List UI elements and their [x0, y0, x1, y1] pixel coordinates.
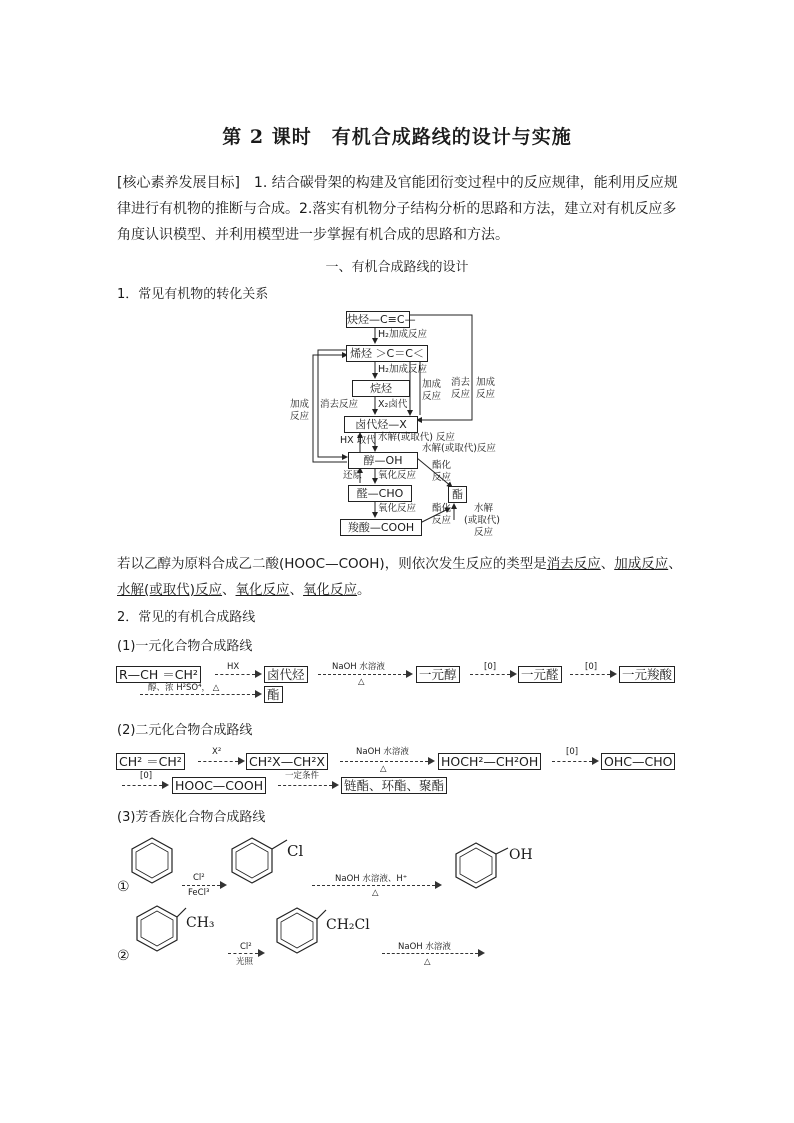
label-addition-2b: 反应: [476, 389, 496, 400]
cond-naoh-h: NaOH 水溶液、H⁺: [335, 874, 408, 884]
r1-cond-naoh: NaOH 水溶液: [332, 662, 385, 672]
sub-ch2cl: CH₂Cl: [326, 917, 370, 933]
label-addition-1b: 反应: [422, 391, 442, 402]
para-end: 。: [357, 582, 371, 598]
cond-cl2-2: Cl²: [240, 942, 252, 952]
label-h2-addition-2: H₂加成反应: [378, 364, 427, 375]
r1-arrow-5: [140, 694, 255, 695]
r2-cond-o-1: [0]: [566, 747, 579, 757]
benzene-ring-4: [137, 906, 177, 951]
page-title: 第 2 课时 有机合成路线的设计与实施: [222, 126, 572, 148]
ar-arrow-3: [228, 953, 258, 954]
r2-diacid: HOOC—COOH: [172, 777, 266, 794]
di-route: [0, 745, 794, 795]
ar-arrowhead-3: [258, 949, 265, 957]
label-esterification-1a: 酯化: [432, 460, 452, 471]
sub-oh: OH: [509, 847, 533, 863]
cond-naoh-2: NaOH 水溶液: [398, 942, 451, 952]
label-oxidation-1: 氧化反应: [378, 470, 417, 481]
mono-route: [0, 658, 794, 702]
learning-goals: [117, 170, 679, 248]
r2-arrowhead-4: [162, 781, 169, 789]
label-elimination-1b: 反应: [451, 389, 471, 400]
r2-arrowhead-3: [592, 757, 599, 765]
label-route-1: ①: [117, 879, 130, 895]
r2-diol: HOCH²—CH²OH: [438, 753, 541, 770]
label-oxidation-2: 氧化反应: [378, 503, 417, 514]
conversion-diagram: [280, 305, 520, 540]
goal-tag: [核心素养发展目标]: [117, 175, 240, 191]
r1-cond-o-2: [0]: [585, 662, 598, 672]
r2-dihalide: CH²X—CH²X: [246, 753, 328, 770]
label-addition-3a: 加成: [290, 399, 310, 410]
label-reduction: 还原: [343, 470, 363, 481]
answer-3: 水解(或取代)反应: [117, 582, 223, 598]
r1-alcohol: 一元醇: [416, 666, 460, 683]
node-alkyne: 炔烃—C≡C—: [347, 313, 416, 326]
label-route-2: ②: [117, 948, 130, 964]
cond-fecl3: FeCl³: [188, 888, 210, 898]
r1-arrow-4: [570, 674, 610, 675]
node-alkene: 烯烃 ＞C＝C＜: [346, 345, 428, 362]
r1-arrowhead-5: [255, 690, 262, 698]
r1-cond-ester: 醇、浓 H²SO⁴， △: [148, 683, 220, 693]
label-esterification-2b: 反应: [432, 515, 452, 526]
r2-cond-certain: 一定条件: [285, 771, 320, 781]
r1-acid: 一元羧酸: [619, 666, 675, 683]
bond-ch2cl: [317, 910, 326, 919]
label-esterification-2a: 酯化: [432, 503, 452, 514]
r2-ethene: CH² ＝CH²: [116, 753, 185, 770]
label-h2-addition-1: H₂加成反应: [378, 329, 427, 340]
goal-line-3: 角度认识模型、并利用模型进一步掌握有机合成的思路和方法。: [117, 227, 509, 243]
benzene-ring-1: [132, 838, 172, 883]
answer-5: 氧化反应: [303, 582, 358, 598]
benzene-ring-5: [277, 908, 317, 953]
label-hydrolysis-3b: (或取代): [464, 515, 500, 526]
answer-1: 消去反应: [546, 556, 601, 572]
node-ester: 酯: [448, 486, 467, 503]
heading-aromatic-route: (3)芳香族化合物合成路线: [117, 810, 266, 825]
answer-4: 氧化反应: [235, 582, 290, 598]
bond-ch3: [177, 908, 186, 917]
r1-aldehyde: 一元醛: [518, 666, 562, 683]
r2-cond-x2: X²: [212, 747, 222, 757]
label-hydrolysis-1: 水解(或取代) 反应: [378, 432, 455, 443]
cond-light: 光照: [236, 957, 254, 967]
r1-arrow-2: [318, 674, 406, 675]
ar-arrow-1: [182, 885, 220, 886]
sub-cl: Cl: [287, 842, 304, 860]
benzene-inner-1: [136, 843, 168, 878]
label-hydrolysis-3c: 反应: [474, 527, 494, 538]
ar-arrow-2: [312, 885, 435, 886]
ar-arrowhead-4: [478, 949, 485, 957]
label-hydrolysis-2: 水解(或取代)反应: [422, 443, 496, 454]
label-hydrolysis-3a: 水解: [474, 503, 494, 514]
r1-arrowhead-1: [255, 670, 262, 678]
r1-ester: 酯: [264, 686, 283, 703]
section-heading-1: 一、有机合成路线的设计: [325, 260, 469, 275]
r1-arrowhead-4: [610, 670, 617, 678]
ethanol-to-oxalic-paragraph: [117, 551, 687, 603]
r1-arrowhead-2: [406, 670, 413, 678]
r1-cond-hx: HX: [227, 662, 240, 672]
r2-cond-o-2: [0]: [140, 771, 153, 781]
heading-conversion: 1．常见有机物的转化关系: [117, 287, 269, 302]
cond-heat-1: △: [372, 888, 379, 898]
goal-line-1: 1. 结合碳骨架的构建及官能团衍变过程中的反应规律，能利用反应规: [239, 175, 678, 191]
sep-2: 、: [668, 556, 682, 572]
label-addition-3b: 反应: [290, 411, 310, 422]
r1-cond-o-1: [0]: [484, 662, 497, 672]
r2-arrowhead-2: [428, 757, 435, 765]
cond-heat-2: △: [424, 957, 431, 967]
label-elimination-2: 消去反应: [320, 399, 359, 410]
r2-esters: 链酯、环酯、聚酯: [341, 777, 447, 794]
r2-arrowhead-1: [238, 757, 245, 765]
heading-routes: 2．常见的有机合成路线: [117, 610, 256, 625]
benzene-inner-5: [281, 913, 313, 948]
benzene-ring-3: [456, 843, 496, 888]
r1-arrow-1: [215, 674, 255, 675]
label-hx-substitution: HX 取代: [340, 435, 376, 446]
label-elimination-1a: 消去: [451, 377, 471, 388]
sep-3: 、: [222, 582, 236, 598]
node-aldehyde: 醛—CHO: [348, 485, 412, 502]
r1-arrowhead-3: [510, 670, 517, 678]
aromatic-route: [0, 828, 794, 978]
bond-oh: [496, 848, 508, 854]
sep-1: 、: [600, 556, 615, 572]
sub-ch3: CH₃: [186, 915, 215, 931]
ar-arrowhead-2: [435, 881, 442, 889]
label-x2-halogenation: X₂卤代: [378, 399, 408, 410]
benzene-inner-3: [460, 848, 492, 883]
r2-cond-naoh: NaOH 水溶液: [356, 747, 409, 757]
benzene-inner-4: [141, 911, 173, 946]
benzene-ring-2: [232, 838, 272, 883]
label-esterification-1b: 反应: [432, 472, 452, 483]
r2-cond-heat: △: [380, 764, 387, 774]
node-halide: 卤代烃—X: [344, 416, 418, 433]
label-addition-2a: 加成: [476, 377, 496, 388]
r1-halide: 卤代烃: [264, 666, 308, 683]
node-alkane: 烷烃: [352, 380, 410, 397]
r2-arrow-2: [340, 761, 428, 762]
r1-alkene: R—CH ＝CH²: [116, 666, 201, 683]
para-text: 若以乙醇为原料合成乙二酸(HOOC—COOH)，则依次发生反应的类型是: [117, 556, 547, 572]
r1-arrow-3: [470, 674, 510, 675]
goal-line-2: 律进行有机物的推断与合成。2.落实有机物分子结构分析的思路和方法，建立对有机反应多: [117, 201, 677, 217]
bond-cl: [272, 840, 287, 849]
r2-dialdehyde: OHC—CHO: [601, 753, 675, 770]
r2-arrow-3: [552, 761, 592, 762]
r1-cond-heat: △: [358, 677, 365, 687]
ar-arrowhead-1: [220, 881, 227, 889]
r2-arrow-4: [122, 785, 162, 786]
heading-di-route: (2)二元化合物合成路线: [117, 723, 253, 738]
ar-arrow-4: [382, 953, 478, 954]
r2-arrow-1: [198, 761, 238, 762]
answer-2: 加成反应: [614, 556, 669, 572]
r2-arrowhead-5: [332, 781, 339, 789]
label-addition-1a: 加成: [422, 379, 442, 390]
node-acid: 羧酸—COOH: [340, 519, 422, 536]
r2-arrow-5: [278, 785, 332, 786]
node-alcohol: 醇—OH: [348, 452, 418, 469]
sep-4: 、: [289, 582, 304, 598]
heading-mono-route: (1)一元化合物合成路线: [117, 639, 253, 654]
benzene-inner-2: [236, 843, 268, 878]
cond-cl2-1: Cl²: [193, 873, 205, 883]
